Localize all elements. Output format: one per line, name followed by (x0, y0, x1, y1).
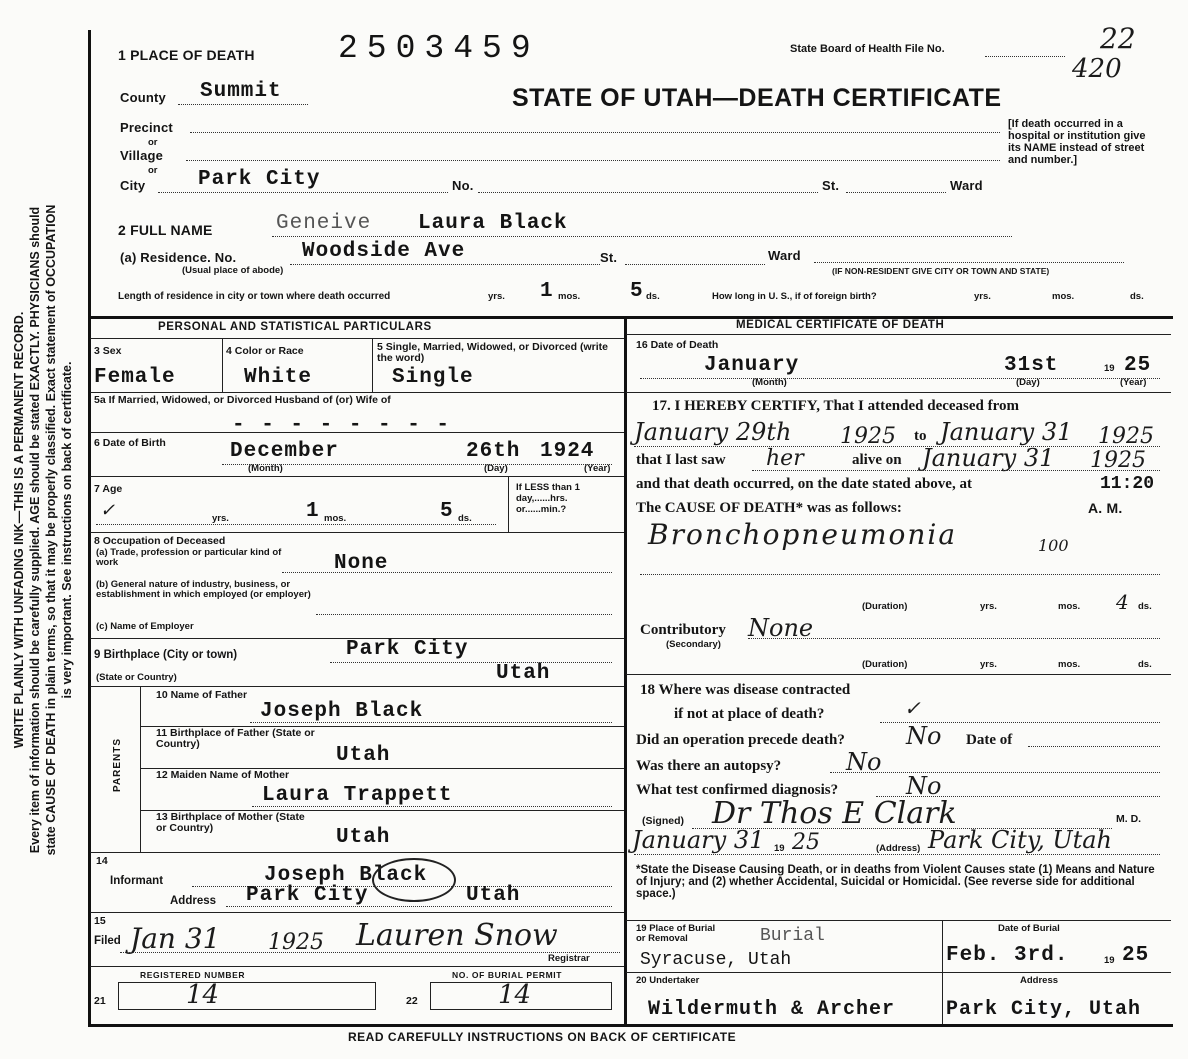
color-value: White (244, 366, 313, 389)
alive-on-line (752, 470, 1160, 471)
us-residence-label: How long in U. S., if of foreign birth? (712, 291, 877, 302)
rule-p4 (90, 476, 624, 477)
full-name-label: 2 FULL NAME (118, 222, 213, 238)
dob-year: 1924 (540, 440, 595, 463)
residence-st-line (625, 264, 765, 265)
test-value: No (906, 772, 942, 800)
place-of-death-label: 1 PLACE OF DEATH (118, 47, 255, 63)
county-value: Summit (200, 80, 282, 103)
rule-p5 (90, 532, 624, 533)
alive-on-label: alive on (852, 452, 902, 468)
occupation-value: None (334, 552, 389, 575)
city-line (158, 192, 448, 193)
city-value: Park City (198, 168, 321, 191)
occupation-a-label: (a) Trade, profession or particular kind of work (96, 547, 282, 568)
burial-permit-label: NO. OF BURIAL PERMIT (452, 970, 563, 980)
registrar-label: Registrar (548, 953, 590, 964)
filed-number: 15 (94, 915, 106, 927)
registrar-signature: Lauren Snow (356, 918, 558, 953)
rule-v-color (372, 338, 373, 392)
precinct-line (190, 132, 1000, 133)
sex-value: Female (94, 366, 176, 389)
personal-section-title: PERSONAL AND STATISTICAL PARTICULARS (158, 321, 432, 333)
rule-m3 (626, 674, 1171, 675)
undertaker-value: Wildermuth & Archer (648, 998, 896, 1021)
residence-ward-label: Ward (768, 248, 801, 263)
cause-duration-yrs: yrs. (980, 601, 997, 612)
dob-year-sub: (Year) (584, 463, 611, 474)
registered-number-box (118, 982, 376, 1010)
rule-p12 (90, 912, 624, 913)
informant-address-line (226, 906, 612, 907)
contributory-value: None (748, 614, 814, 642)
burial-permit-value: 14 (498, 980, 532, 1010)
autopsy-value: No (846, 748, 882, 776)
contrib-duration-ds: ds. (1138, 659, 1152, 670)
rule-p1 (90, 338, 624, 339)
md-label: M. D. (1116, 813, 1142, 825)
rule-p2 (90, 392, 624, 393)
age-label: 7 Age (94, 483, 123, 495)
spouse-value: - - - - - - - - (232, 414, 452, 437)
certificate-number: 2503459 (338, 30, 540, 67)
st-line (846, 192, 946, 193)
am-label: A. M. (1088, 500, 1123, 516)
sidebar-line-4: is very important. See instructions on back of certificate. (60, 361, 74, 699)
death-year: 25 (1124, 354, 1152, 377)
contributory-label: Contributory (640, 622, 726, 638)
test-label: What test confirmed diagnosis? (636, 782, 839, 798)
date-burial-year: 25 (1122, 944, 1150, 967)
footer-instructions: READ CAREFULLY INSTRUCTIONS ON BACK OF CERTIFICATE (348, 1030, 737, 1044)
length-ds-label: ds. (646, 291, 660, 302)
undertaker-label: 20 Undertaker (636, 975, 700, 986)
rule-m2 (626, 392, 1171, 393)
birthplace-label: 9 Birthplace (City or town) (94, 649, 238, 661)
attended-to: January 31 (940, 418, 1073, 446)
spouse-label: 5a If Married, Widowed, or Divorced Husband of (or) Wife of (94, 394, 391, 406)
operation-date-label: Date of (966, 732, 1013, 748)
date-burial-label: Date of Burial (998, 923, 1060, 934)
registered-number-label: REGISTERED NUMBER (140, 970, 246, 980)
rule-p3 (90, 432, 624, 433)
age-line (96, 524, 496, 525)
autopsy-line (830, 772, 1160, 773)
cause-duration-ds: ds. (1138, 601, 1152, 612)
dob-day-sub: (Day) (484, 463, 508, 474)
no-line (478, 192, 818, 193)
village-label: Village (120, 148, 164, 163)
death-month-sub: (Month) (752, 377, 787, 388)
signed-address: Park City, Utah (928, 826, 1112, 854)
sidebar-text (11, 43, 75, 1018)
length-mos-value: 5 (630, 280, 644, 303)
signed-date: January 31 (632, 826, 765, 854)
contrib-duration-label: (Duration) (862, 659, 908, 670)
filed-label: Filed (94, 935, 121, 947)
operation-line (1028, 746, 1160, 747)
attended-line (634, 446, 1160, 447)
death-occurred-label: and that death occurred, on the date stated above, at (636, 476, 972, 492)
father-birthplace-value: Utah (336, 744, 391, 767)
rule-v-sex (222, 338, 223, 392)
marital-label: 5 Single, Married, Widowed, or Divorced (write the word) (377, 341, 608, 364)
length-yrs-value: 1 (540, 280, 554, 303)
signed-address-line (634, 854, 1160, 855)
physician-signature: Dr Thos E Clark (712, 796, 957, 831)
death-month: January (704, 354, 800, 377)
file-no-top: 22 (1100, 22, 1136, 55)
or-2: or (148, 165, 158, 176)
signed-year-prefix: 19 (774, 843, 785, 854)
informant-label: Informant (110, 875, 164, 887)
length-residence-label: Length of residence in city or town where death occurred (118, 291, 391, 302)
filed-date: Jan 31 (130, 922, 221, 955)
or-1: or (148, 137, 158, 148)
place-burial-value: Syracuse, Utah (640, 950, 792, 970)
age-yrs-label: yrs. (212, 513, 229, 524)
signed-year: 25 (792, 830, 820, 855)
frame-left (88, 30, 91, 1025)
medical-section-title: MEDICAL CERTIFICATE OF DEATH (736, 319, 945, 331)
document-title: STATE OF UTAH—DEATH CERTIFICATE (512, 84, 1002, 112)
village-line (186, 160, 1000, 161)
rule-m1 (626, 334, 1171, 335)
attended-to-year: 1925 (1098, 424, 1154, 449)
birthplace-state: Utah (496, 662, 551, 685)
parents-label: PARENTS (112, 737, 123, 792)
alive-on-value: January 31 (922, 444, 1055, 472)
rule-v-parents (140, 686, 141, 852)
attended-from-year: 1925 (840, 424, 896, 449)
nonresident-note: (IF NON-RESIDENT GIVE CITY OR TOWN AND STATE) (832, 266, 1050, 276)
no-label: No. (452, 178, 474, 193)
rule-p13 (90, 966, 624, 967)
sidebar-line-2: Every item of information should be carefully supplied. AGE should be stated EXACTLY. PHYSICIANS should (28, 206, 42, 854)
signed-label: (Signed) (642, 815, 684, 827)
rule-m5 (626, 972, 1171, 973)
father-line (250, 722, 612, 723)
rule-m4 (626, 920, 1171, 921)
operation-value: No (906, 722, 942, 750)
burial-permit-index: 22 (406, 995, 418, 1007)
father-label: 10 Name of Father (156, 689, 248, 701)
color-label: 4 Color or Race (226, 345, 304, 357)
less-than-day-label: If LESS than 1 day,......hrs. or......min.? (516, 482, 580, 515)
state-board-label: State Board of Health File No. (790, 43, 945, 55)
mother-birthplace-label: 13 Birthplace of Mother (State or Country) (156, 811, 305, 834)
residence-label: (a) Residence. No. (120, 250, 237, 265)
death-year-prefix: 19 (1104, 363, 1115, 374)
q18b-label: if not at place of death? (674, 706, 825, 722)
age-ds-value: 5 (440, 500, 454, 523)
cause-value: Bronchopneumonia (648, 518, 958, 551)
last-saw-label: that I last saw (636, 452, 726, 468)
sex-label: 3 Sex (94, 345, 122, 357)
st-label: St. (822, 178, 840, 193)
autopsy-label: Was there an autopsy? (636, 758, 782, 774)
undertaker-address: Park City, Utah (946, 998, 1142, 1021)
dob-month: December (230, 440, 339, 463)
informant-address-label: Address (170, 895, 217, 907)
residence-line (290, 264, 600, 265)
sidebar-line-3: state CAUSE OF DEATH in plain terms, so that it may be properly classified. Exact statement of OCCUPATION (44, 204, 58, 856)
date-burial-value: Feb. 3rd. (946, 944, 1069, 967)
place-burial-label: 19 Place of Burial or Removal (636, 923, 716, 944)
frame-bottom (88, 1024, 1173, 1027)
age-yrs-value: ✓ (100, 500, 116, 521)
dob-day: 26th (466, 440, 521, 463)
cause-label: The CAUSE OF DEATH* was as follows: (636, 500, 902, 516)
death-year-sub: (Year) (1120, 377, 1147, 388)
q18-label: 18 Where was disease contracted (640, 682, 851, 698)
marital-value: Single (392, 366, 474, 389)
death-day-sub: (Day) (1016, 377, 1040, 388)
county-label: County (120, 90, 166, 105)
dob-label: 6 Date of Birth (94, 437, 166, 449)
file-no-line (985, 56, 1065, 57)
hospital-note: [If death occurred in a hospital or institution give its NAME instead of street and number.] (1008, 118, 1146, 166)
cause-duration-ds-value: 4 (1116, 590, 1129, 614)
death-day: 31st (1004, 354, 1059, 377)
mother-birthplace-value: Utah (336, 826, 391, 849)
attended-to-label: to (914, 428, 927, 444)
father-birthplace-label: 11 Birthplace of Father (State or Country) (156, 727, 315, 750)
death-date-label: 16 Date of Death (636, 339, 719, 351)
alive-on-year: 1925 (1090, 448, 1146, 473)
father-value: Joseph Black (260, 700, 424, 723)
birthplace-city: Park City (346, 638, 469, 661)
full-name-rest: Laura Black (418, 212, 568, 235)
occupation-c-label: (c) Name of Employer (96, 621, 194, 632)
mother-label: 12 Maiden Name of Mother (156, 769, 290, 781)
occ-b-line (316, 614, 612, 615)
contributory-sub: (Secondary) (666, 639, 721, 650)
signed-address-label: (Address) (876, 843, 921, 854)
occ-a-line (282, 572, 612, 573)
us-mos-label: mos. (1052, 291, 1075, 302)
footnote: *State the Disease Causing Death, or in deaths from Violent Causes state (1) Means and Nature of Injury; and (2) whether Accidental, Suicidal or Homicidal. (See reverse side for additional space.) (636, 864, 1155, 900)
contrib-duration-yrs: yrs. (980, 659, 997, 670)
birthplace-city-line (330, 662, 612, 663)
county-line (178, 104, 308, 105)
city-label: City (120, 178, 146, 193)
occupation-label: 8 Occupation of Deceased (94, 535, 226, 547)
informant-value: Joseph Black (264, 864, 428, 887)
place-burial-typed: Burial (760, 926, 825, 946)
ward-label: Ward (950, 178, 983, 193)
length-yrs-label: yrs. (488, 291, 505, 302)
last-saw-value: her (766, 446, 804, 471)
rule-p11 (90, 852, 624, 853)
cause-code: 100 (1038, 536, 1069, 555)
informant-address-state: Utah (466, 884, 521, 907)
mother-value: Laura Trappett (262, 784, 453, 807)
sidebar-line-1: WRITE PLAINLY WITH UNFADING INK—THIS IS A PERMANENT RECORD. (12, 311, 26, 749)
registered-number-value: 14 (186, 980, 220, 1010)
full-name-line (272, 236, 1012, 237)
operation-label: Did an operation precede death? (636, 732, 845, 748)
cause-line-2 (640, 574, 1160, 575)
certify-label: 17. I HEREBY CERTIFY, That I attended deceased from (652, 398, 1020, 414)
occupation-b-label: (b) General nature of industry, business, or establishment in which employed (or employer) (96, 579, 311, 600)
death-date-line (640, 378, 1160, 379)
residence-st-label: St. (600, 250, 618, 265)
date-burial-year-prefix: 19 (1104, 955, 1115, 966)
filed-line (120, 952, 620, 953)
contrib-line (748, 638, 1160, 639)
us-yrs-label: yrs. (974, 291, 991, 302)
length-mos-label: mos. (558, 291, 581, 302)
registered-number-index: 21 (94, 995, 106, 1007)
informant-scribble (372, 858, 456, 902)
age-ds-label: ds. (458, 513, 472, 524)
residence-ward-line (814, 262, 1124, 263)
cause-duration-label: (Duration) (862, 601, 908, 612)
file-no-bottom: 420 (1072, 54, 1122, 84)
rule-p7 (90, 686, 624, 687)
informant-address-city: Park City (246, 884, 369, 907)
mother-line (252, 806, 612, 807)
section-divider (88, 316, 1173, 319)
age-mos-label: mos. (324, 513, 347, 524)
filed-year: 1925 (268, 930, 324, 955)
precinct-label: Precinct (120, 120, 173, 135)
residence-sub: (Usual place of abode) (182, 265, 284, 276)
dob-month-sub: (Month) (248, 463, 283, 474)
age-mos-value: 1 (306, 500, 320, 523)
attended-from: January 29th (634, 418, 792, 446)
sidebar-instructions (0, 40, 86, 1020)
us-ds-label: ds. (1130, 291, 1144, 302)
q18-value: ✓ (904, 696, 921, 720)
rule-v-age (508, 476, 509, 532)
residence-value: Woodside Ave (302, 240, 466, 263)
column-divider (624, 316, 627, 1024)
full-name-first: Geneive (276, 212, 372, 235)
birthplace-state-label: (State or Country) (96, 672, 177, 683)
contrib-duration-mos: mos. (1058, 659, 1081, 670)
cause-duration-mos: mos. (1058, 601, 1081, 612)
undertaker-address-label: Address (1020, 975, 1059, 986)
death-time: 11:20 (1100, 474, 1155, 494)
informant-number: 14 (96, 855, 108, 867)
